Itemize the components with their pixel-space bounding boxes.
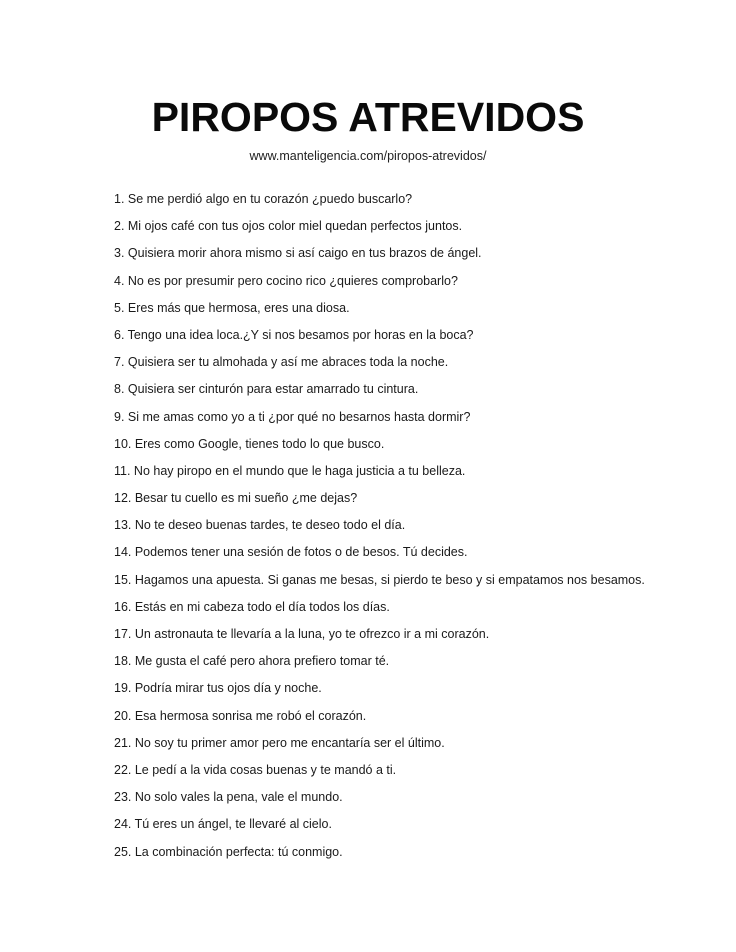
list-item: 9. Si me amas como yo a ti ¿por qué no besarnos hasta dormir?	[114, 409, 471, 424]
piropos-list	[114, 190, 714, 870]
list-item: 4. No es por presumir pero cocino rico ¿quieres comprobarlo?	[114, 273, 458, 288]
list-item: 8. Quisiera ser cinturón para estar amarrado tu cintura.	[114, 382, 419, 397]
list-item: 21. No soy tu primer amor pero me encantaría ser el último.	[114, 735, 445, 750]
list-item: 11. No hay piropo en el mundo que le haga justicia a tu belleza.	[114, 463, 466, 478]
list-item: 3. Quisiera morir ahora mismo si así caigo en tus brazos de ángel.	[114, 246, 482, 261]
list-item: 23. No solo vales la pena, vale el mundo.	[114, 790, 343, 805]
list-item: 14. Podemos tener una sesión de fotos o de besos. Tú decides.	[114, 545, 468, 560]
list-item: 1. Se me perdió algo en tu corazón ¿puedo buscarlo?	[114, 192, 413, 206]
list-item: 22. Le pedí a la vida cosas buenas y te mandó a ti.	[114, 762, 397, 777]
list-item: 16. Estás en mi cabeza todo el día todos los días.	[114, 599, 390, 614]
list-item: 5. Eres más que hermosa, eres una diosa.	[114, 300, 350, 315]
list-item: 15. Hagamos una apuesta. Si ganas me besas, si pierdo te beso y si empatamos nos besamos.	[114, 572, 645, 587]
list-item: 2. Mi ojos café con tus ojos color miel quedan perfectos juntos.	[114, 219, 463, 234]
list-item: 19. Podría mirar tus ojos día y noche.	[114, 681, 322, 696]
list-item: 25. La combinación perfecta: tú conmigo.	[114, 844, 343, 859]
list-item: 13. No te deseo buenas tardes, te deseo todo el día.	[114, 518, 406, 533]
source-url: www.manteligencia.com/piropos-atrevidos/	[249, 149, 487, 163]
list-item: 6. Tengo una idea loca.¿Y si nos besamos por horas en la boca?	[114, 327, 474, 342]
list-item: 7. Quisiera ser tu almohada y así me abraces toda la noche.	[114, 355, 449, 370]
page-title: PIROPOS ATREVIDOS	[151, 94, 585, 140]
list-item: 10. Eres como Google, tienes todo lo que busco.	[114, 436, 385, 451]
list-item: 17. Un astronauta te llevaría a la luna, yo te ofrezco ir a mi corazón.	[114, 627, 490, 641]
list-item: 12. Besar tu cuello es mi sueño ¿me dejas?	[114, 491, 358, 506]
list-item: 18. Me gusta el café pero ahora prefiero tomar té.	[114, 654, 390, 669]
list-item: 20. Esa hermosa sonrisa me robó el corazón.	[114, 708, 367, 723]
list-item: 24. Tú eres un ángel, te llevaré al cielo.	[114, 817, 332, 832]
